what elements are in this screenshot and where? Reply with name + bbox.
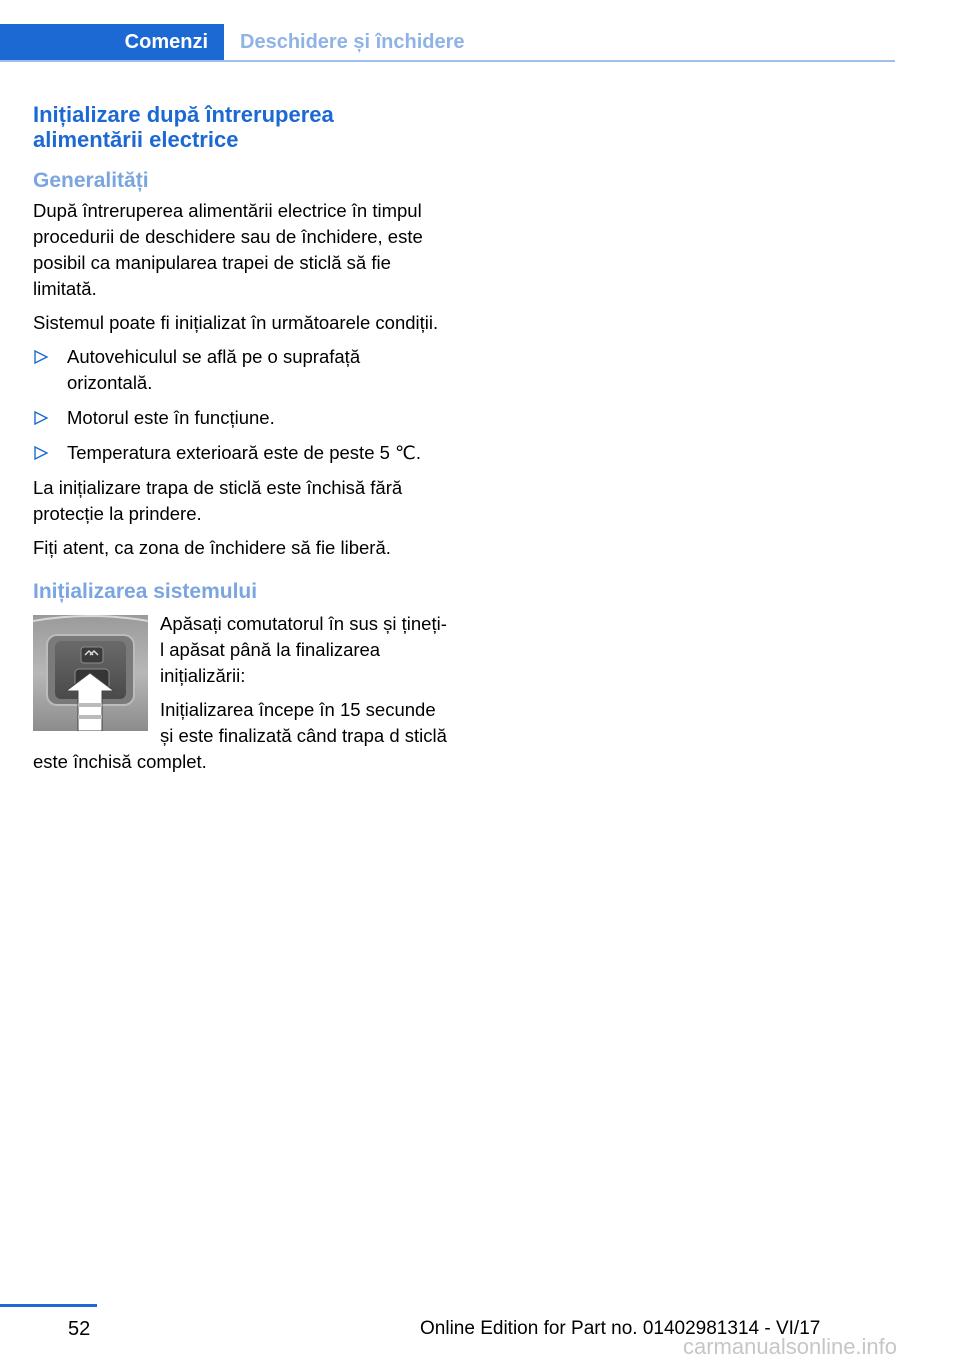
tab-deschidere-inchidere[interactable]: Deschidere și închidere [240, 31, 465, 53]
list-item-text: Motorul este în funcțiune. [67, 407, 275, 428]
paragraph-3: La inițializare trapa de sticlă este închisă fără protecție la prindere. [33, 477, 403, 524]
paragraph-6: Inițializarea începe în 15 secunde și este finalizată când trapa d sticlă este închisă complet. [33, 699, 447, 772]
page-number: 52 [68, 1318, 91, 1340]
heading-initializarea-sistemului: Inițializarea sistemului [33, 580, 258, 603]
watermark: carmanualsonline.info [683, 1334, 898, 1359]
triangle-bullet-icon [34, 446, 48, 460]
page-title: Inițializare după întreruperea alimentării electrice [33, 102, 334, 152]
conditions-list [33, 344, 448, 466]
triangle-bullet-icon [34, 350, 48, 364]
main-content [33, 102, 448, 783]
list-item-text: Temperatura exterioară este de peste 5 ℃. [67, 442, 421, 463]
switch-illustration [33, 615, 148, 731]
paragraph-2: Sistemul poate fi inițializat în următoarele condiții. [33, 312, 439, 333]
paragraph-4: Fiți atent, ca zona de închidere să fie liberă. [33, 537, 391, 558]
page-header [0, 0, 960, 62]
list-item-text: Autovehiculul se află pe o suprafață orizontală. [67, 346, 361, 393]
paragraph-5: Apăsați comutatorul în sus și țineți-l apăsat până la finalizarea inițializării: [160, 613, 447, 686]
header-divider [0, 60, 895, 62]
tab-comenzi[interactable]: Comenzi [0, 24, 224, 61]
list-item [33, 405, 448, 431]
triangle-bullet-icon [34, 411, 48, 425]
heading-generalitati: Generalități [33, 169, 149, 192]
illustrated-block [33, 611, 448, 775]
footer-divider [0, 1304, 97, 1307]
list-item [33, 344, 448, 396]
paragraph-1: După întreruperea alimentării electrice în timpul procedurii de deschidere sau de închidere, este posibil ca manipularea trapei de sticlă să fie limitată. [33, 200, 423, 299]
edition-label: Online Edition for Part no. 01402981314 - VI/17 [420, 1318, 821, 1339]
list-item [33, 440, 448, 466]
